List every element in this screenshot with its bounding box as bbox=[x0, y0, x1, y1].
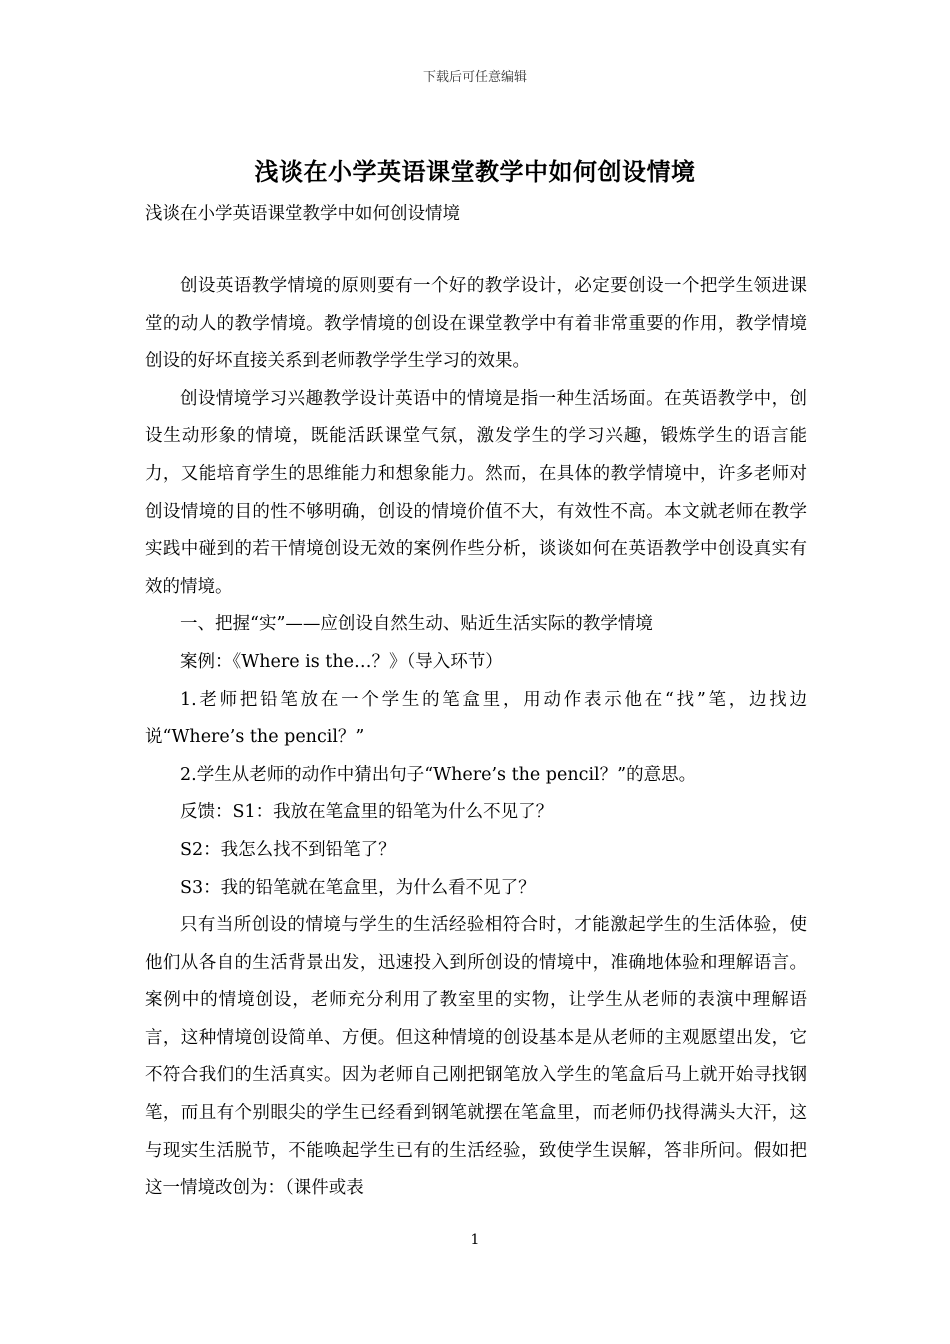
paragraph: 只有当所创设的情境与学生的生活经验相符合时，才能激起学生的生活体验，使他们从各自的生活背景出发，迅速投入到所创设的情境中，准确地体验和理解语言。案例中的情境创设，老师充分利用了教室里的实物，让学生从老师的表演中理解语言，这种情境创设简单、方便。但这种情境的创设基本是从老师的主观愿望出发，它不符合我们的生活真实。因为老师自己刚把钢笔放入学生的笔盒后马上就开始寻找钢笔，而且有个别眼尖的学生已经看到钢笔就摆在笔盒里，而老师仍找得满头大汗，这与现实生活脱节，不能唤起学生已有的生活经验，致使学生误解，答非所问。假如把这一情境改创为：（课件或表 bbox=[145, 915, 807, 1199]
paragraph: 2.学生从老师的动作中猜出句子“Where’s the pencil？”的意思。 bbox=[180, 764, 697, 785]
feedback-line: S2：我怎么找不到铅笔了？ bbox=[180, 839, 396, 860]
paragraph: 创设情境学习兴趣教学设计英语中的情境是指一种生活场面。在英语教学中，创设生动形象的情境，既能活跃课堂气氛，激发学生的学习兴趣，锻炼学生的语言能力，又能培育学生的思维能力和想象能力。然而，在具体的教学情境中，许多老师对创设情境的目的性不够明确，创设的情境价值不大，有效性不高。本文就老师在教学实践中碰到的若干情境创设无效的案例作些分析，谈谈如何在英语教学中创设真实有效的情境。 bbox=[145, 388, 807, 597]
feedback-line: 反馈：S1：我放在笔盒里的铅笔为什么不见了？ bbox=[180, 802, 554, 823]
document-body bbox=[145, 268, 807, 1208]
paragraph: 1.老师把铅笔放在一个学生的笔盒里，用动作表示他在“找”笔，边找边说“Where’s the pencil？” bbox=[145, 689, 807, 748]
case-heading: 案例：《Where is the…？》（导入环节） bbox=[180, 651, 503, 672]
feedback-line: S3：我的铅笔就在笔盒里，为什么看不见了？ bbox=[180, 877, 536, 898]
page-header: 下载后可任意编辑 bbox=[422, 70, 527, 85]
section-heading: 一、把握“实”——应创设自然生动、贴近生活实际的教学情境 bbox=[180, 614, 653, 635]
page-number: 1 bbox=[470, 1232, 480, 1248]
paragraph: 创设英语教学情境的原则要有一个好的教学设计，必定要创设一个把学生领进课堂的动人的教学情境。教学情境的创设在课堂教学中有着非常重要的作用，教学情境创设的好坏直接关系到老师教学学生学习的效果。 bbox=[145, 276, 807, 372]
document-title: 浅谈在小学英语课堂教学中如何创设情境 bbox=[254, 157, 696, 186]
document-subtitle: 浅谈在小学英语课堂教学中如何创设情境 bbox=[145, 204, 460, 224]
